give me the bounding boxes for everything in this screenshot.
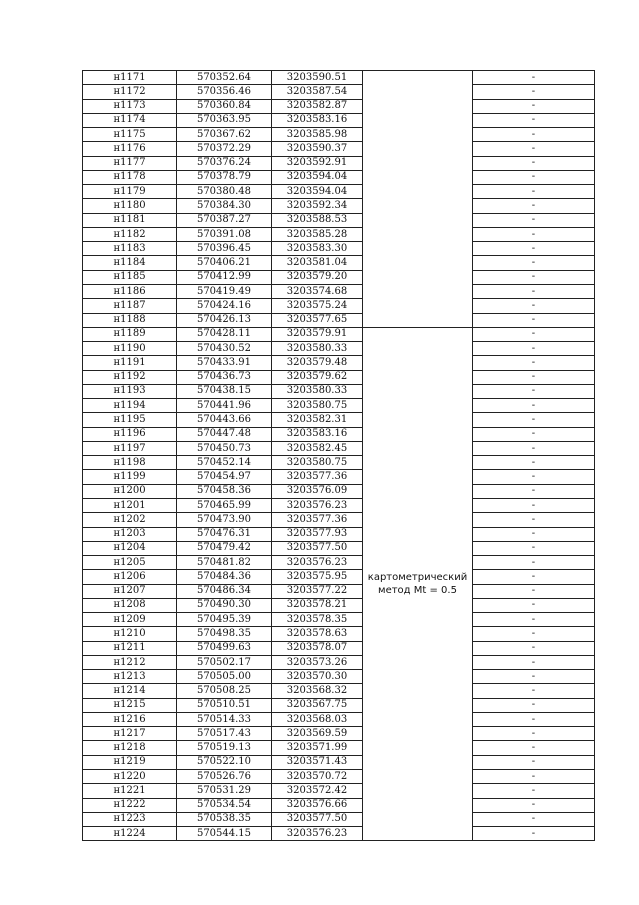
point-id-cell: н1183 [83, 242, 177, 256]
x-coordinate-cell: 570367.62 [177, 128, 272, 142]
point-id-cell: н1198 [83, 456, 177, 470]
x-coordinate-cell: 570484.36 [177, 570, 272, 584]
dash-cell: - [473, 384, 595, 398]
dash-cell: - [473, 199, 595, 213]
dash-cell: - [473, 641, 595, 655]
table-row [83, 185, 595, 199]
dash-cell: - [473, 712, 595, 726]
y-coordinate-cell: 3203579.48 [272, 356, 363, 370]
point-id-cell: н1197 [83, 441, 177, 455]
dash-cell: - [473, 513, 595, 527]
table-row [83, 128, 595, 142]
y-coordinate-cell: 3203574.68 [272, 284, 363, 298]
x-coordinate-cell: 570526.76 [177, 770, 272, 784]
y-coordinate-cell: 3203590.51 [272, 71, 363, 85]
y-coordinate-cell: 3203577.36 [272, 470, 363, 484]
table-row [83, 527, 595, 541]
y-coordinate-cell: 3203577.50 [272, 541, 363, 555]
dash-cell: - [473, 142, 595, 156]
y-coordinate-cell: 3203590.37 [272, 142, 363, 156]
point-id-cell: н1213 [83, 670, 177, 684]
y-coordinate-cell: 3203576.23 [272, 827, 363, 841]
table-row [83, 770, 595, 784]
method-cell-upper [363, 71, 473, 328]
table-row [83, 370, 595, 384]
dash-cell: - [473, 185, 595, 199]
dash-cell: - [473, 156, 595, 170]
dash-cell: - [473, 128, 595, 142]
table-row [83, 199, 595, 213]
table-row [83, 627, 595, 641]
y-coordinate-cell: 3203592.34 [272, 199, 363, 213]
x-coordinate-cell: 570356.46 [177, 85, 272, 99]
x-coordinate-cell: 570538.35 [177, 812, 272, 826]
point-id-cell: н1219 [83, 755, 177, 769]
table-row [83, 741, 595, 755]
dash-cell: - [473, 698, 595, 712]
point-id-cell: н1217 [83, 727, 177, 741]
x-coordinate-cell: 570406.21 [177, 256, 272, 270]
dash-cell: - [473, 413, 595, 427]
dash-cell: - [473, 213, 595, 227]
y-coordinate-cell: 3203580.75 [272, 399, 363, 413]
dash-cell: - [473, 812, 595, 826]
table-row [83, 570, 595, 584]
dash-cell: - [473, 299, 595, 313]
point-id-cell: н1191 [83, 356, 177, 370]
point-id-cell: н1215 [83, 698, 177, 712]
y-coordinate-cell: 3203576.66 [272, 798, 363, 812]
y-coordinate-cell: 3203594.04 [272, 185, 363, 199]
point-id-cell: н1193 [83, 384, 177, 398]
point-id-cell: н1206 [83, 570, 177, 584]
y-coordinate-cell: 3203576.09 [272, 484, 363, 498]
y-coordinate-cell: 3203583.16 [272, 113, 363, 127]
table-row [83, 170, 595, 184]
table-row [83, 541, 595, 555]
dash-cell: - [473, 755, 595, 769]
table-row [83, 113, 595, 127]
x-coordinate-cell: 570430.52 [177, 342, 272, 356]
table-row [83, 684, 595, 698]
y-coordinate-cell: 3203578.21 [272, 598, 363, 612]
table-row [83, 698, 595, 712]
table-row [83, 256, 595, 270]
dash-cell: - [473, 741, 595, 755]
x-coordinate-cell: 570452.14 [177, 456, 272, 470]
table-row [83, 584, 595, 598]
x-coordinate-cell: 570498.35 [177, 627, 272, 641]
x-coordinate-cell: 570443.66 [177, 413, 272, 427]
x-coordinate-cell: 570458.36 [177, 484, 272, 498]
table-row [83, 356, 595, 370]
dash-cell: - [473, 598, 595, 612]
point-id-cell: н1181 [83, 213, 177, 227]
x-coordinate-cell: 570419.49 [177, 284, 272, 298]
table-row [83, 655, 595, 669]
x-coordinate-cell: 570384.30 [177, 199, 272, 213]
table-row [83, 99, 595, 113]
x-coordinate-cell: 570522.10 [177, 755, 272, 769]
y-coordinate-cell: 3203567.75 [272, 698, 363, 712]
dash-cell: - [473, 256, 595, 270]
y-coordinate-cell: 3203587.54 [272, 85, 363, 99]
table-row [83, 613, 595, 627]
y-coordinate-cell: 3203577.50 [272, 812, 363, 826]
point-id-cell: н1189 [83, 327, 177, 341]
point-id-cell: н1205 [83, 556, 177, 570]
dash-cell: - [473, 170, 595, 184]
point-id-cell: н1192 [83, 370, 177, 384]
point-id-cell: н1209 [83, 613, 177, 627]
dash-cell: - [473, 342, 595, 356]
y-coordinate-cell: 3203578.35 [272, 613, 363, 627]
table-row [83, 670, 595, 684]
y-coordinate-cell: 3203582.31 [272, 413, 363, 427]
point-id-cell: н1222 [83, 798, 177, 812]
dash-cell: - [473, 784, 595, 798]
x-coordinate-cell: 570436.73 [177, 370, 272, 384]
dash-cell: - [473, 655, 595, 669]
point-id-cell: н1174 [83, 113, 177, 127]
x-coordinate-cell: 570438.15 [177, 384, 272, 398]
x-coordinate-cell: 570476.31 [177, 527, 272, 541]
dash-cell: - [473, 327, 595, 341]
table-row [83, 812, 595, 826]
point-id-cell: н1221 [83, 784, 177, 798]
method-cell: картометрический метод Mt = 0.5 [363, 327, 473, 841]
dash-cell: - [473, 71, 595, 85]
table-row [83, 384, 595, 398]
x-coordinate-cell: 570428.11 [177, 327, 272, 341]
point-id-cell: н1210 [83, 627, 177, 641]
x-coordinate-cell: 570450.73 [177, 441, 272, 455]
x-coordinate-cell: 570424.16 [177, 299, 272, 313]
table-row [83, 242, 595, 256]
table-row [83, 470, 595, 484]
table-row [83, 827, 595, 841]
table-row [83, 456, 595, 470]
point-id-cell: н1208 [83, 598, 177, 612]
point-id-cell: н1216 [83, 712, 177, 726]
point-id-cell: н1224 [83, 827, 177, 841]
table-row [83, 313, 595, 327]
table-row [83, 299, 595, 313]
y-coordinate-cell: 3203575.95 [272, 570, 363, 584]
coordinates-table-body [83, 71, 595, 841]
point-id-cell: н1196 [83, 427, 177, 441]
x-coordinate-cell: 570454.97 [177, 470, 272, 484]
dash-cell: - [473, 313, 595, 327]
dash-cell: - [473, 527, 595, 541]
dash-cell: - [473, 556, 595, 570]
table-row [83, 227, 595, 241]
point-id-cell: н1207 [83, 584, 177, 598]
dash-cell: - [473, 356, 595, 370]
x-coordinate-cell: 570499.63 [177, 641, 272, 655]
x-coordinate-cell: 570510.51 [177, 698, 272, 712]
table-row [83, 484, 595, 498]
y-coordinate-cell: 3203577.93 [272, 527, 363, 541]
table-row [83, 598, 595, 612]
table-row [83, 441, 595, 455]
point-id-cell: н1214 [83, 684, 177, 698]
y-coordinate-cell: 3203568.32 [272, 684, 363, 698]
dash-cell: - [473, 541, 595, 555]
x-coordinate-cell: 570376.24 [177, 156, 272, 170]
y-coordinate-cell: 3203585.98 [272, 128, 363, 142]
x-coordinate-cell: 570481.82 [177, 556, 272, 570]
x-coordinate-cell: 570360.84 [177, 99, 272, 113]
point-id-cell: н1175 [83, 128, 177, 142]
y-coordinate-cell: 3203572.42 [272, 784, 363, 798]
point-id-cell: н1188 [83, 313, 177, 327]
dash-cell: - [473, 798, 595, 812]
point-id-cell: н1184 [83, 256, 177, 270]
point-id-cell: н1182 [83, 227, 177, 241]
x-coordinate-cell: 570380.48 [177, 185, 272, 199]
table-row [83, 556, 595, 570]
x-coordinate-cell: 570495.39 [177, 613, 272, 627]
y-coordinate-cell: 3203594.04 [272, 170, 363, 184]
point-id-cell: н1201 [83, 498, 177, 512]
y-coordinate-cell: 3203582.87 [272, 99, 363, 113]
y-coordinate-cell: 3203580.33 [272, 384, 363, 398]
dash-cell: - [473, 613, 595, 627]
point-id-cell: н1171 [83, 71, 177, 85]
dash-cell: - [473, 85, 595, 99]
dash-cell: - [473, 399, 595, 413]
x-coordinate-cell: 570519.13 [177, 741, 272, 755]
point-id-cell: н1180 [83, 199, 177, 213]
dash-cell: - [473, 227, 595, 241]
y-coordinate-cell: 3203578.07 [272, 641, 363, 655]
x-coordinate-cell: 570514.33 [177, 712, 272, 726]
x-coordinate-cell: 570447.48 [177, 427, 272, 441]
y-coordinate-cell: 3203583.30 [272, 242, 363, 256]
coordinate-document [82, 70, 594, 841]
dash-cell: - [473, 427, 595, 441]
table-row [83, 142, 595, 156]
y-coordinate-cell: 3203579.91 [272, 327, 363, 341]
point-id-cell: н1199 [83, 470, 177, 484]
x-coordinate-cell: 570508.25 [177, 684, 272, 698]
y-coordinate-cell: 3203582.45 [272, 441, 363, 455]
table-row [83, 85, 595, 99]
table-row [83, 712, 595, 726]
point-id-cell: н1212 [83, 655, 177, 669]
x-coordinate-cell: 570473.90 [177, 513, 272, 527]
y-coordinate-cell: 3203571.43 [272, 755, 363, 769]
point-id-cell: н1178 [83, 170, 177, 184]
dash-cell: - [473, 370, 595, 384]
table-row [83, 156, 595, 170]
dash-cell: - [473, 270, 595, 284]
table-row [83, 270, 595, 284]
point-id-cell: н1190 [83, 342, 177, 356]
x-coordinate-cell: 570544.15 [177, 827, 272, 841]
dash-cell: - [473, 570, 595, 584]
dash-cell: - [473, 827, 595, 841]
y-coordinate-cell: 3203577.65 [272, 313, 363, 327]
x-coordinate-cell: 570426.13 [177, 313, 272, 327]
y-coordinate-cell: 3203588.53 [272, 213, 363, 227]
dash-cell: - [473, 727, 595, 741]
y-coordinate-cell: 3203583.16 [272, 427, 363, 441]
table-row [83, 498, 595, 512]
point-id-cell: н1179 [83, 185, 177, 199]
table-row [83, 755, 595, 769]
dash-cell: - [473, 498, 595, 512]
dash-cell: - [473, 684, 595, 698]
table-row [83, 213, 595, 227]
table-row [83, 641, 595, 655]
dash-cell: - [473, 470, 595, 484]
table-row [83, 327, 595, 341]
x-coordinate-cell: 570378.79 [177, 170, 272, 184]
y-coordinate-cell: 3203592.91 [272, 156, 363, 170]
table-row [83, 284, 595, 298]
x-coordinate-cell: 570433.91 [177, 356, 272, 370]
point-id-cell: н1186 [83, 284, 177, 298]
y-coordinate-cell: 3203570.30 [272, 670, 363, 684]
x-coordinate-cell: 570352.64 [177, 71, 272, 85]
point-id-cell: н1173 [83, 99, 177, 113]
y-coordinate-cell: 3203578.63 [272, 627, 363, 641]
x-coordinate-cell: 570479.42 [177, 541, 272, 555]
dash-cell: - [473, 670, 595, 684]
dash-cell: - [473, 113, 595, 127]
y-coordinate-cell: 3203581.04 [272, 256, 363, 270]
x-coordinate-cell: 570412.99 [177, 270, 272, 284]
x-coordinate-cell: 570372.29 [177, 142, 272, 156]
point-id-cell: н1185 [83, 270, 177, 284]
table-row [83, 399, 595, 413]
dash-cell: - [473, 242, 595, 256]
y-coordinate-cell: 3203585.28 [272, 227, 363, 241]
dash-cell: - [473, 484, 595, 498]
point-id-cell: н1218 [83, 741, 177, 755]
x-coordinate-cell: 570502.17 [177, 655, 272, 669]
x-coordinate-cell: 570387.27 [177, 213, 272, 227]
point-id-cell: н1172 [83, 85, 177, 99]
y-coordinate-cell: 3203575.24 [272, 299, 363, 313]
x-coordinate-cell: 570363.95 [177, 113, 272, 127]
x-coordinate-cell: 570441.96 [177, 399, 272, 413]
table-row [83, 513, 595, 527]
point-id-cell: н1223 [83, 812, 177, 826]
x-coordinate-cell: 570490.30 [177, 598, 272, 612]
dash-cell: - [473, 99, 595, 113]
y-coordinate-cell: 3203568.03 [272, 712, 363, 726]
y-coordinate-cell: 3203570.72 [272, 770, 363, 784]
dash-cell: - [473, 627, 595, 641]
coordinates-table [82, 70, 595, 841]
dash-cell: - [473, 770, 595, 784]
point-id-cell: н1204 [83, 541, 177, 555]
point-id-cell: н1200 [83, 484, 177, 498]
point-id-cell: н1194 [83, 399, 177, 413]
point-id-cell: н1177 [83, 156, 177, 170]
point-id-cell: н1211 [83, 641, 177, 655]
y-coordinate-cell: 3203579.62 [272, 370, 363, 384]
table-row [83, 413, 595, 427]
y-coordinate-cell: 3203577.22 [272, 584, 363, 598]
y-coordinate-cell: 3203577.36 [272, 513, 363, 527]
point-id-cell: н1187 [83, 299, 177, 313]
x-coordinate-cell: 570534.54 [177, 798, 272, 812]
x-coordinate-cell: 570517.43 [177, 727, 272, 741]
table-row [83, 727, 595, 741]
y-coordinate-cell: 3203580.33 [272, 342, 363, 356]
y-coordinate-cell: 3203573.26 [272, 655, 363, 669]
table-row [83, 798, 595, 812]
dash-cell: - [473, 284, 595, 298]
y-coordinate-cell: 3203576.23 [272, 498, 363, 512]
table-row [83, 427, 595, 441]
x-coordinate-cell: 570465.99 [177, 498, 272, 512]
table-row [83, 342, 595, 356]
dash-cell: - [473, 584, 595, 598]
x-coordinate-cell: 570531.29 [177, 784, 272, 798]
table-row [83, 71, 595, 85]
point-id-cell: н1220 [83, 770, 177, 784]
y-coordinate-cell: 3203576.23 [272, 556, 363, 570]
x-coordinate-cell: 570391.08 [177, 227, 272, 241]
dash-cell: - [473, 456, 595, 470]
x-coordinate-cell: 570505.00 [177, 670, 272, 684]
point-id-cell: н1203 [83, 527, 177, 541]
table-row [83, 784, 595, 798]
y-coordinate-cell: 3203571.99 [272, 741, 363, 755]
point-id-cell: н1202 [83, 513, 177, 527]
x-coordinate-cell: 570486.34 [177, 584, 272, 598]
dash-cell: - [473, 441, 595, 455]
y-coordinate-cell: 3203569.59 [272, 727, 363, 741]
point-id-cell: н1176 [83, 142, 177, 156]
y-coordinate-cell: 3203580.75 [272, 456, 363, 470]
point-id-cell: н1195 [83, 413, 177, 427]
x-coordinate-cell: 570396.45 [177, 242, 272, 256]
y-coordinate-cell: 3203579.20 [272, 270, 363, 284]
